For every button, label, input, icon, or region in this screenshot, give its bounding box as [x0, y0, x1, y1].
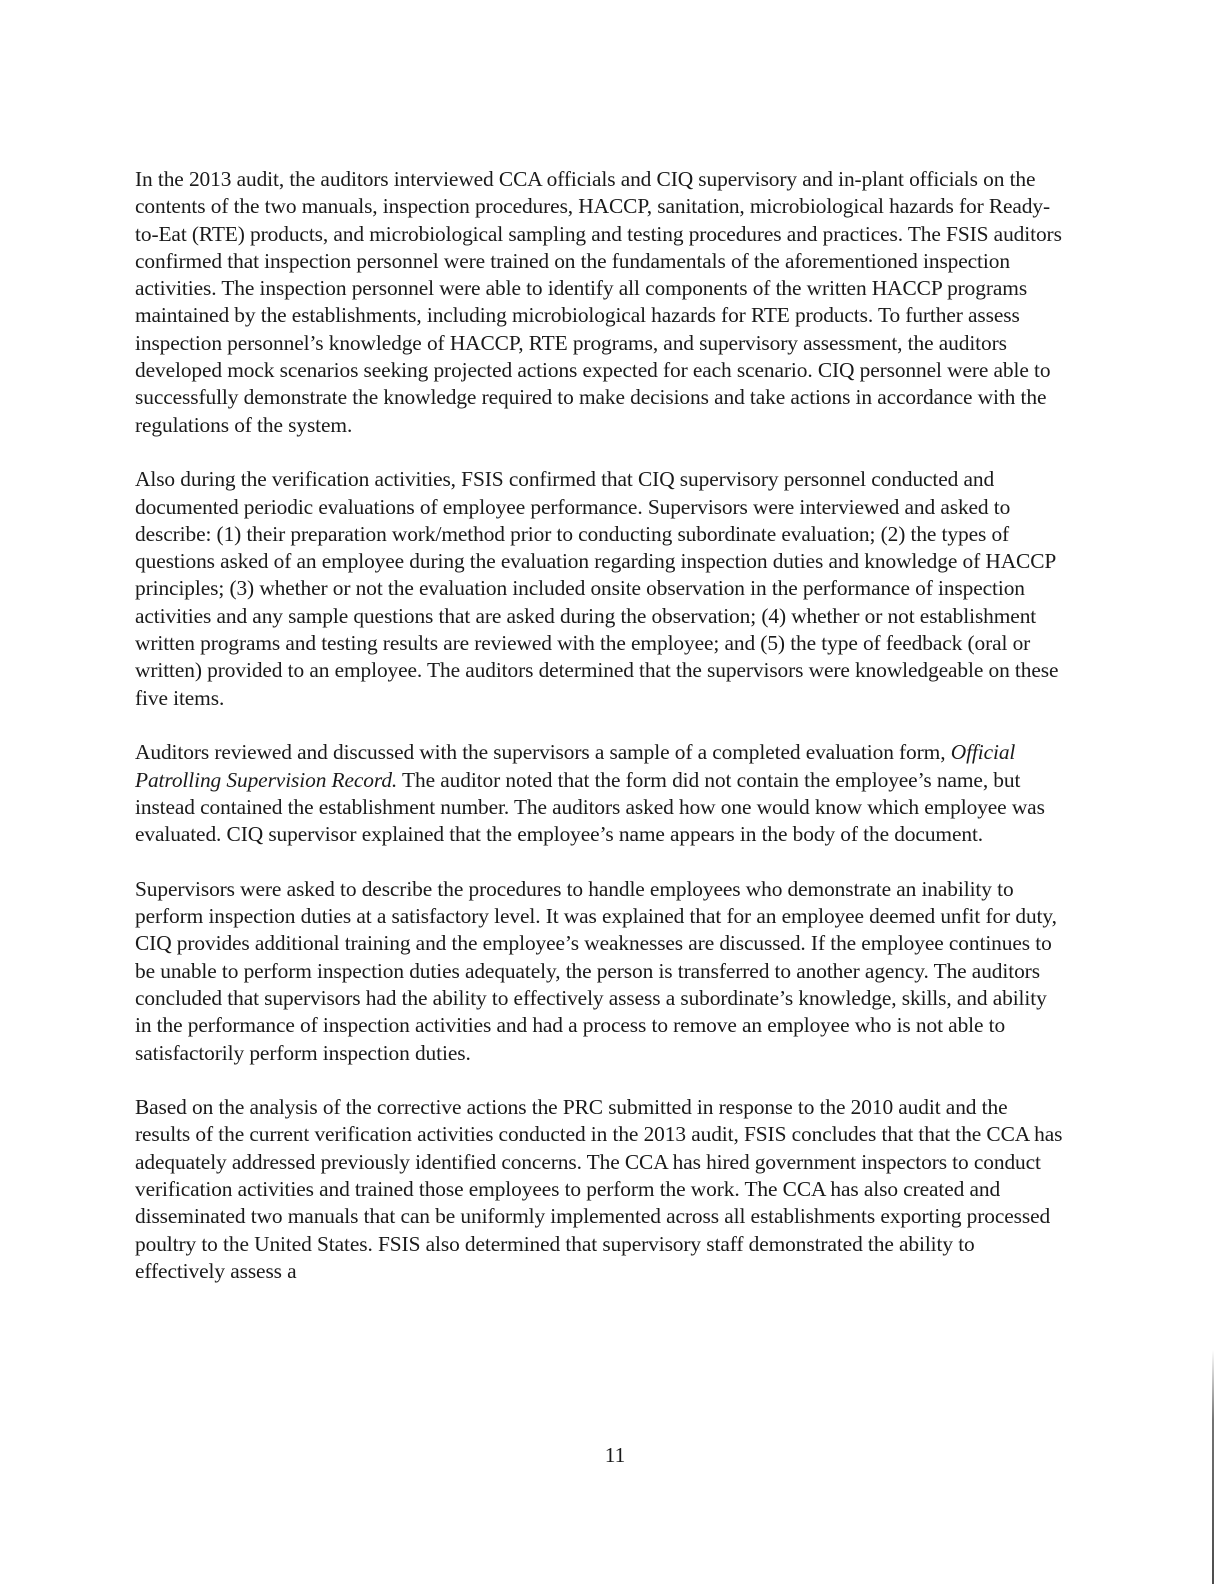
- evaluation-form-text-after: The auditor noted that the form did not contain the employee’s name, but instead contained the establishment number. The auditors asked how one would know which employee was evaluated. CIQ supervisor explained that the employee’s name appears in the body of the document.: [135, 767, 1045, 847]
- paragraph-conclusion: Based on the analysis of the corrective actions the PRC submitted in response to the 2010 audit and the results of the current verification activities conducted in the 2013 audit, FSIS concludes that that the CCA has adequately addressed previously identified concerns. The CCA has hired government inspectors to conduct verification activities and trained those employees to perform the work. The CCA has also created and disseminated two manuals that can be uniformly implemented across all establishments exporting processed poultry to the United States. FSIS also determined that supervisory staff demonstrated the ability to effectively assess a: [135, 1095, 1063, 1283]
- paragraph-evaluation-form: [135, 739, 1065, 848]
- page-number: 11: [604, 1443, 626, 1467]
- evaluation-form-title: Official Patrolling Supervision Record.: [135, 740, 1016, 792]
- paragraph-training-interviews: In the 2013 audit, the auditors interviewed CCA officials and CIQ supervisory and in-plant officials on the contents of the two manuals, inspection procedures, HACCP, sanitation, microbiological hazards for Ready-to-Eat (RTE) products, and microbiological sampling and testing procedures and practices. The FSIS auditors confirmed that inspection personnel were trained on the fundamentals of the aforementioned inspection activities. The inspection personnel were able to identify all components of the written HACCP programs maintained by the establishments, including microbiological hazards for RTE products. To further assess inspection personnel’s knowledge of HACCP, RTE programs, and supervisory assessment, the auditors developed mock scenarios seeking projected actions expected for each scenario. CIQ personnel were able to successfully demonstrate the knowledge required to make decisions and take actions in accordance with the regulations of the system.: [135, 167, 1062, 437]
- evaluation-form-text-before: Auditors reviewed and discussed with the supervisors a sample of a completed evaluation form,: [135, 740, 951, 765]
- paragraph-supervisor-evaluations: Also during the verification activities, FSIS confirmed that CIQ supervisory personnel conducted and documented periodic evaluations of employee performance. Supervisors were interviewed and asked to describe: (1) their preparation work/method prior to conducting subordinate evaluation; (2) the types of questions asked of an employee during the evaluation regarding inspection duties and knowledge of HACCP principles; (3) whether or not the evaluation included onsite observation in the performance of inspection activities and any sample questions that are asked during the observation; (4) whether or not establishment written programs and testing results are reviewed with the employee; and (5) the type of feedback (oral or written) provided to an employee. The auditors determined that the supervisors were knowledgeable on these five items.: [135, 467, 1059, 710]
- paragraph-unfit-employees: Supervisors were asked to describe the procedures to handle employees who demonstrate an inability to perform inspection duties at a satisfactory level. It was explained that for an employee deemed unfit for duty, CIQ provides additional training and the employee’s weaknesses are discussed. If the employee continues to be unable to perform inspection duties adequately, the person is transferred to another agency. The auditors concluded that supervisors had the ability to effectively assess a subordinate’s knowledge, skills, and ability in the performance of inspection activities and had a process to remove an employee who is not able to satisfactorily perform inspection duties.: [135, 876, 1057, 1065]
- document-body: [135, 166, 1065, 1312]
- scan-edge-shadow: [1212, 1350, 1214, 1584]
